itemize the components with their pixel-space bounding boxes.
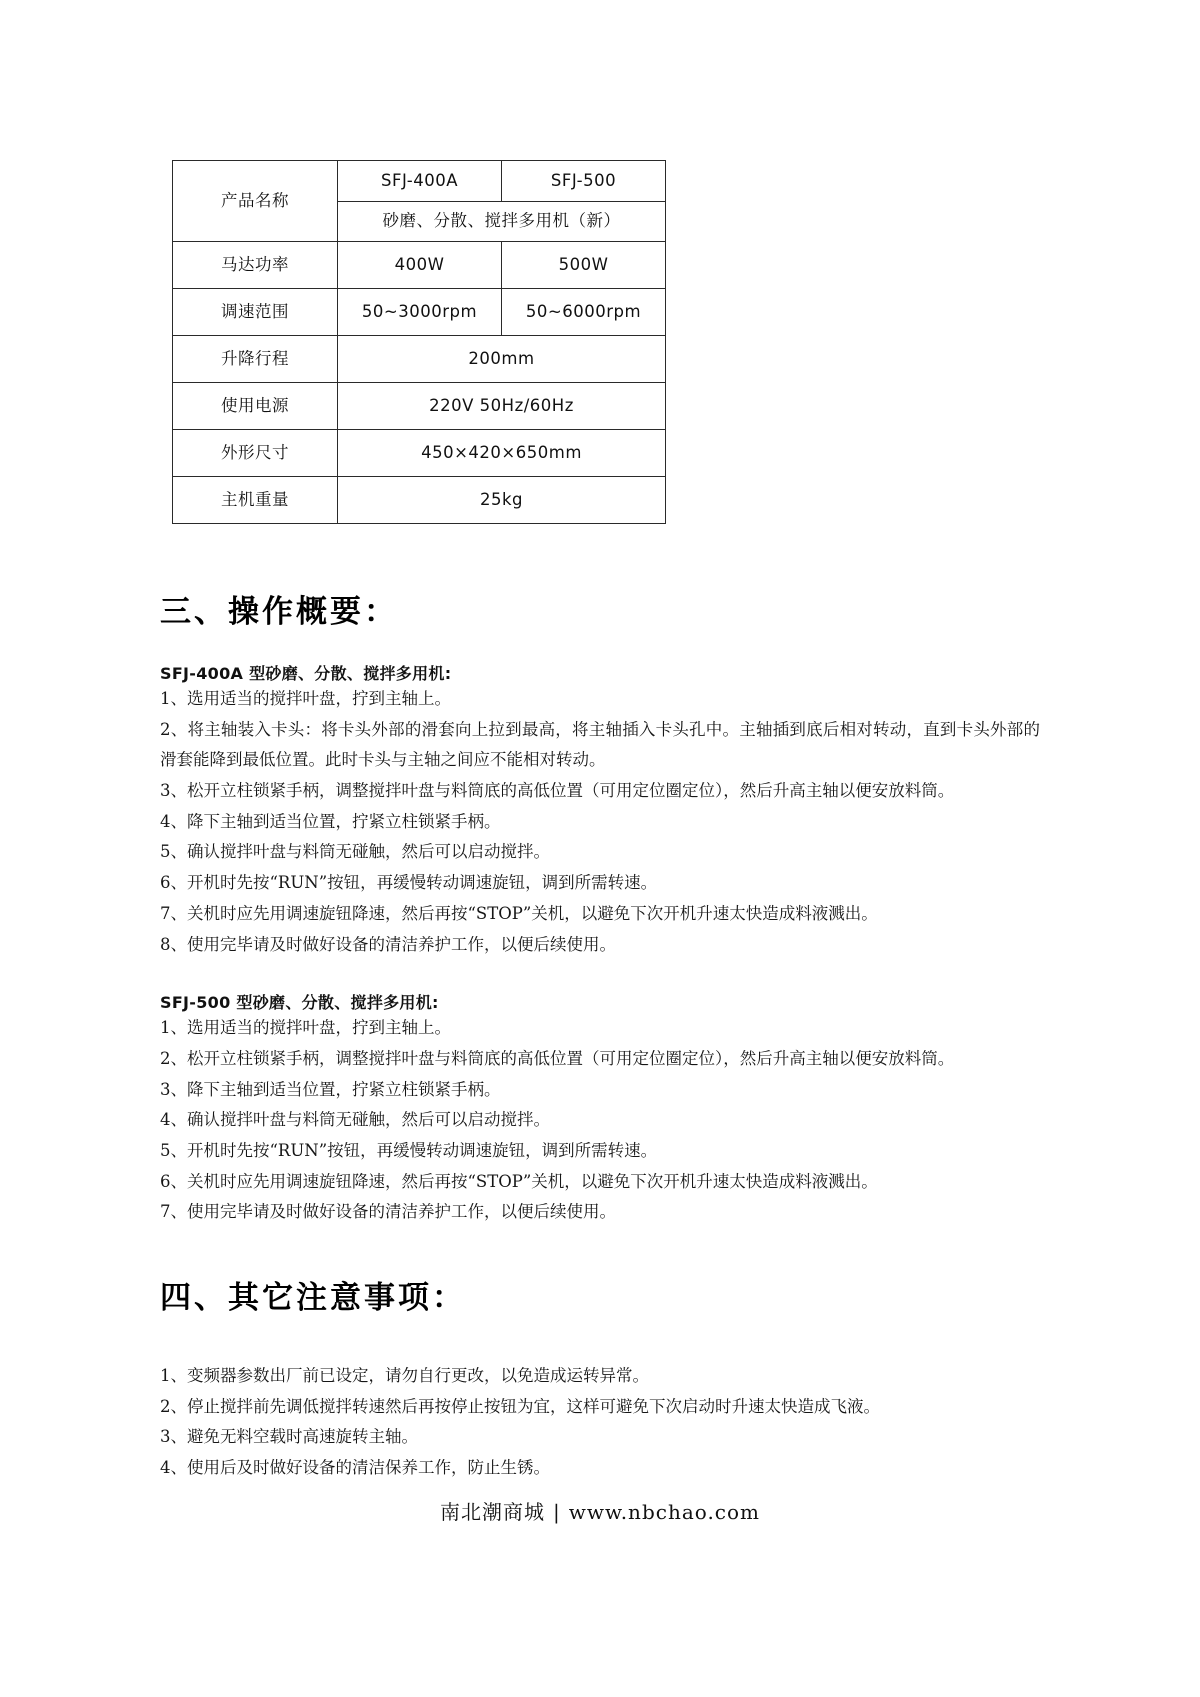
spec-value-power-supply: 220V 50Hz/60Hz	[338, 383, 666, 430]
model-heading-sfj500	[160, 990, 1040, 1013]
list-item: 2、将主轴装入卡头：将卡头外部的滑套向上拉到最高，将主轴插入卡头孔中。主轴插到底后相对转动，直到卡头外部的滑套能降到最低位置。此时卡头与主轴之间应不能相对转动。	[160, 719, 1040, 770]
table-row	[173, 289, 666, 336]
list-item: 5、确认搅拌叶盘与料筒无碰触，然后可以启动搅拌。	[160, 842, 550, 862]
list-item: 7、使用完毕请及时做好设备的清洁养护工作，以便后续使用。	[160, 1202, 616, 1222]
section-heading-other-notes: 四、其它注意事项：	[160, 1280, 466, 1316]
spacer	[160, 1317, 1040, 1361]
spec-label-lift-stroke: 升降行程	[173, 336, 338, 383]
table-row	[173, 477, 666, 524]
spec-value-dimensions: 450×420×650mm	[338, 430, 666, 477]
list-item: 8、使用完毕请及时做好设备的清洁养护工作，以便后续使用。	[160, 934, 616, 954]
spec-table-section	[160, 0, 1040, 524]
spec-value-weight: 25kg	[338, 477, 666, 524]
step-list-sfj500	[160, 1013, 1040, 1228]
footer-site-name: 南北潮商城	[439, 1500, 545, 1524]
list-item: 4、降下主轴到适当位置，拧紧立柱锁紧手柄。	[160, 811, 501, 831]
section-heading-operation-overview: 三、操作概要：	[160, 594, 398, 630]
specification-table	[172, 160, 666, 524]
spec-label-motor-power: 马达功率	[173, 242, 338, 289]
spec-value-speed-range-a: 50~3000rpm	[338, 289, 502, 336]
spec-label-speed-range: 调速范围	[173, 289, 338, 336]
list-item: 2、松开立柱锁紧手柄，调整搅拌叶盘与料筒底的高低位置（可用定位圈定位），然后升高主轴以便安放料筒。	[160, 1048, 955, 1068]
spec-value-speed-range-b: 50~6000rpm	[502, 289, 666, 336]
step-list-sfj400a	[160, 684, 1040, 960]
list-item: 4、使用后及时做好设备的清洁保养工作，防止生锈。	[160, 1458, 550, 1478]
footer-separator: |	[552, 1500, 561, 1524]
model-heading-sfj500-model: SFJ-500	[160, 993, 231, 1013]
notes-list	[160, 1361, 1040, 1484]
list-item: 4、确认搅拌叶盘与料筒无碰触，然后可以启动搅拌。	[160, 1110, 550, 1130]
list-item: 6、关机时应先用调速旋钮降速，然后再按“STOP”关机，以避免下次开机升速太快造成料液溅出。	[160, 1171, 878, 1191]
spec-table-body	[173, 161, 666, 524]
list-item: 5、开机时先按“RUN”按钮，再缓慢转动调速旋钮，调到所需转速。	[160, 1140, 658, 1160]
spec-value-model-b: SFJ-500	[502, 161, 666, 202]
footer-url: www.nbchao.com	[568, 1500, 761, 1524]
section-other-notes	[160, 1228, 1040, 1317]
list-item: 3、松开立柱锁紧手柄，调整搅拌叶盘与料筒底的高低位置（可用定位圈定位），然后升高主轴以便安放料筒。	[160, 781, 955, 801]
table-row	[173, 430, 666, 477]
list-item: 1、选用适当的搅拌叶盘，拧到主轴上。	[160, 1018, 451, 1038]
table-row	[173, 383, 666, 430]
spec-value-motor-power-a: 400W	[338, 242, 502, 289]
spec-value-motor-power-b: 500W	[502, 242, 666, 289]
list-item: 7、关机时应先用调速旋钮降速，然后再按“STOP”关机，以避免下次开机升速太快造成料液溅出。	[160, 903, 878, 923]
model-heading-sfj500-rest: 型砂磨、分散、搅拌多用机:	[230, 993, 439, 1013]
list-item: 2、停止搅拌前先调低搅拌转速然后再按停止按钮为宜，这样可避免下次启动时升速太快造成飞液。	[160, 1396, 880, 1416]
spacer	[160, 631, 1040, 661]
list-item: 3、降下主轴到适当位置，拧紧立柱锁紧手柄。	[160, 1079, 501, 1099]
list-item: 1、选用适当的搅拌叶盘，拧到主轴上。	[160, 689, 451, 708]
spec-value-model-a: SFJ-400A	[338, 161, 502, 202]
section-operation-overview	[160, 524, 1040, 631]
table-row	[173, 161, 666, 202]
spec-value-lift-stroke: 200mm	[338, 336, 666, 383]
spacer	[160, 960, 1040, 990]
model-heading-sfj400a-rest: 型砂磨、分散、搅拌多用机:	[243, 664, 452, 683]
list-item: 1、变频器参数出厂前已设定，请勿自行更改，以免造成运转异常。	[160, 1366, 649, 1385]
spec-label-weight: 主机重量	[173, 477, 338, 524]
model-heading-sfj400a-model: SFJ-400A	[160, 664, 244, 683]
list-item: 6、开机时先按“RUN”按钮，再缓慢转动调速旋钮，调到所需转速。	[160, 873, 658, 893]
spec-label-product-name: 产品名称	[173, 161, 338, 242]
spec-label-power-supply: 使用电源	[173, 383, 338, 430]
spec-label-dimensions: 外形尺寸	[173, 430, 338, 477]
page-footer	[0, 1496, 1200, 1525]
model-heading-sfj400a	[160, 661, 1040, 684]
spec-value-product-subtitle: 砂磨、分散、搅拌多用机（新）	[338, 201, 666, 242]
table-row	[173, 336, 666, 383]
table-row	[173, 242, 666, 289]
list-item: 3、避免无料空载时高速旋转主轴。	[160, 1427, 418, 1447]
